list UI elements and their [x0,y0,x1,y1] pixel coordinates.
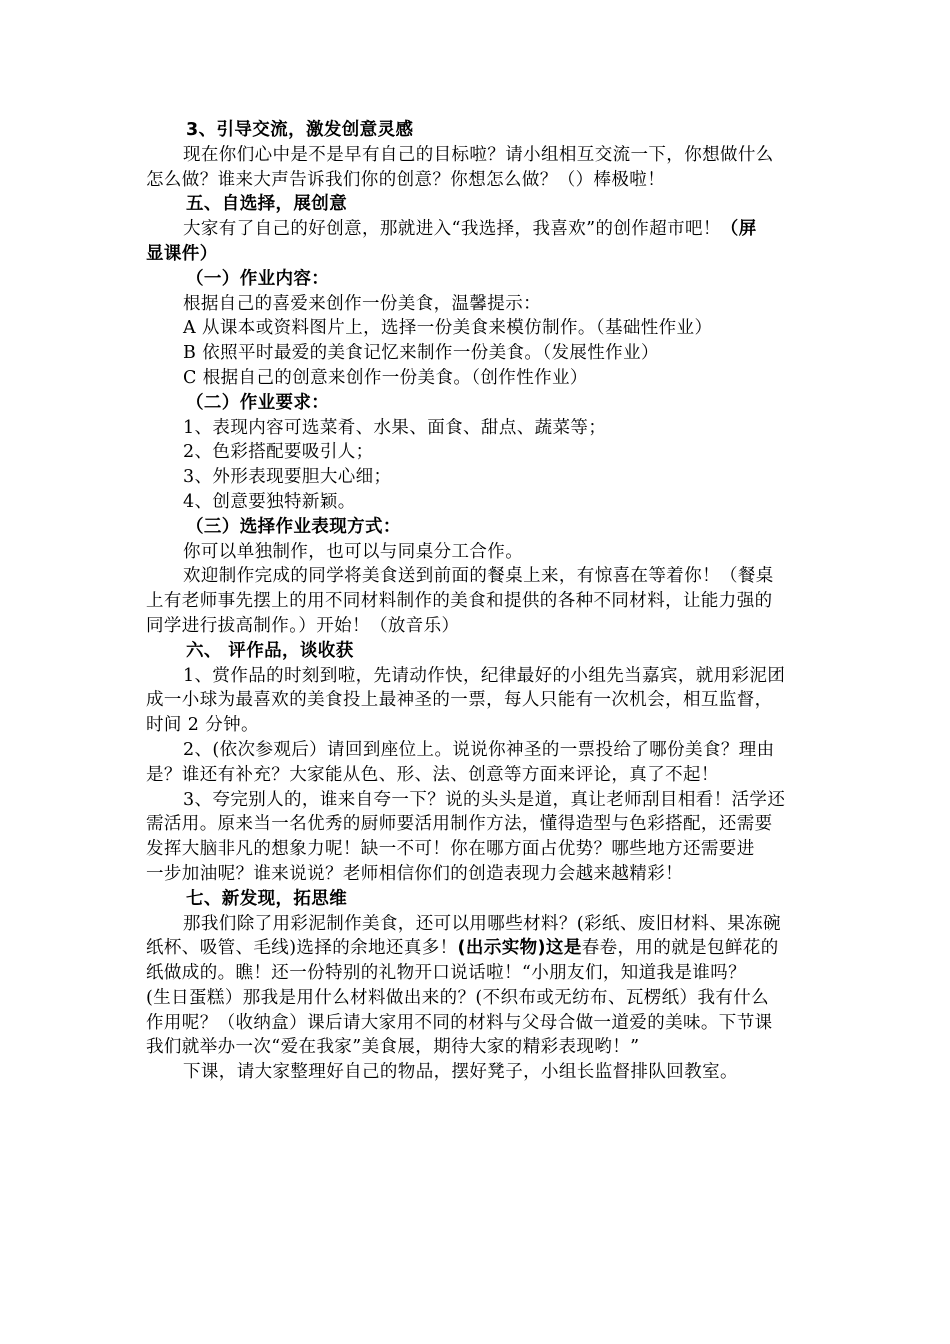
paragraph-line: 显课件） [146,243,218,264]
paragraph-line: 作用呢？（收纳盒）课后请大家用不同的材料与父母合做一道爱的美味。下节课 [146,1012,773,1033]
text-run-bold: （屏 [720,219,757,240]
list-item: B 依照平时最爱的美食记忆来制作一份美食。（发展性作业） [183,343,659,364]
paragraph-line: 纸做成的。瞧！还一份特别的礼物开口说话啦！“小朋友们，知道我是谁吗？ [146,963,747,984]
paragraph-line: 上有老师事先摆上的用不同材料制作的美食和提供的各种不同材料，让能力强的 [146,591,773,612]
subsection-1-heading: （一）作业内容： [186,268,330,289]
text-run: 大家有了自己的好创意，那就进入“我选择，我喜欢”的创作超市吧！ [183,219,721,240]
paragraph-line: 怎么做？谁来大声告诉我们你的创意？你想怎么做？（）棒极啦！ [146,169,666,190]
paragraph-line: 我们就举办一次“爱在我家”美食展，期待大家的精彩表现哟！” [146,1037,640,1058]
paragraph-line: 是？谁还有补充？大家能从色、形、法、创意等方面来评论，真了不起！ [146,764,719,785]
paragraph-line [146,217,810,242]
section-3-heading: 3、引导交流，激发创意灵感 [186,120,414,140]
paragraph-line: 3、夸完别人的，谁来自夸一下？说的头头是道，真让老师刮目相看！活学还 [183,789,786,810]
paragraph-line: 根据自己的喜爱来创作一份美食，温馨提示： [183,293,541,314]
paragraph-line [146,936,810,961]
list-item: 3、外形表现要胆大心细； [183,467,392,488]
list-item: 2、色彩搭配要吸引人； [183,442,374,463]
paragraph-line: 1、赏作品的时刻到啦，先请动作快，纪律最好的小组先当嘉宾，就用彩泥团 [183,665,786,686]
closing-paragraph: 下课，请大家整理好自己的物品，摆好凳子，小组长监督排队回教室。 [183,1062,738,1083]
paragraph-line: 需活用。原来当一名优秀的厨师要活用制作方法，懂得造型与色彩搭配，还需要 [146,814,773,835]
paragraph-line: 时间 2 分钟。 [146,715,259,736]
section-7-heading: 七、新发现，拓思维 [186,888,348,909]
paragraph-line: 发挥大脑非凡的想象力呢！缺一不可！你在哪方面占优势？哪些地方还需要进 [146,839,755,860]
text-run: 纸杯、吸管、毛线)选择的余地还真多！ [146,938,458,959]
paragraph-line: 你可以单独制作，也可以与同桌分工合作。 [183,541,524,562]
text-run-bold: (出示实物)这是 [457,938,582,959]
subsection-2-heading: （二）作业要求： [186,392,330,413]
paragraph-line: 2、(依次参观后）请回到座位上。说说你神圣的一票投给了哪份美食？理由 [183,739,775,760]
paragraph-line: 成一小球为最喜欢的美食投上最神圣的一票，每人只能有一次机会，相互监督， [146,690,773,711]
paragraph-line: (生日蛋糕）那我是用什么材料做出来的？(不织布或无纺布、瓦楞纸）我有什么 [146,987,770,1008]
paragraph-line: 同学进行拔高制作。）开始！（放音乐） [146,615,460,636]
list-item: 1、表现内容可选菜肴、水果、面食、甜点、蔬菜等； [183,417,607,438]
document-body [146,118,810,1085]
list-item: A 从课本或资料图片上，选择一份美食来模仿制作。（基础性作业） [183,318,713,339]
paragraph-line: 现在你们心中是不是早有自己的目标啦？请小组相互交流一下，你想做什么 [183,144,774,165]
paragraph-line: 那我们除了用彩泥制作美食，还可以用哪些材料？(彩纸、废旧材料、果冻碗 [183,913,781,934]
text-run: 春卷，用的就是包鲜花的 [581,938,779,959]
paragraph-line: 欢迎制作完成的同学将美食送到前面的餐桌上来，有惊喜在等着你！（餐桌 [183,566,774,587]
paragraph-line: 一步加油呢？谁来说说？老师相信你们的创造表现力会越来越精彩！ [146,863,683,884]
list-item: C 根据自己的创意来创作一份美食。（创作性作业） [183,367,588,388]
subsection-3-heading: （三）选择作业表现方式： [186,516,401,537]
section-6-heading: 六、 评作品，谈收获 [186,640,354,661]
section-5-heading: 五、自选择，展创意 [186,194,348,215]
list-item: 4、创意要独特新颖。 [183,491,356,512]
